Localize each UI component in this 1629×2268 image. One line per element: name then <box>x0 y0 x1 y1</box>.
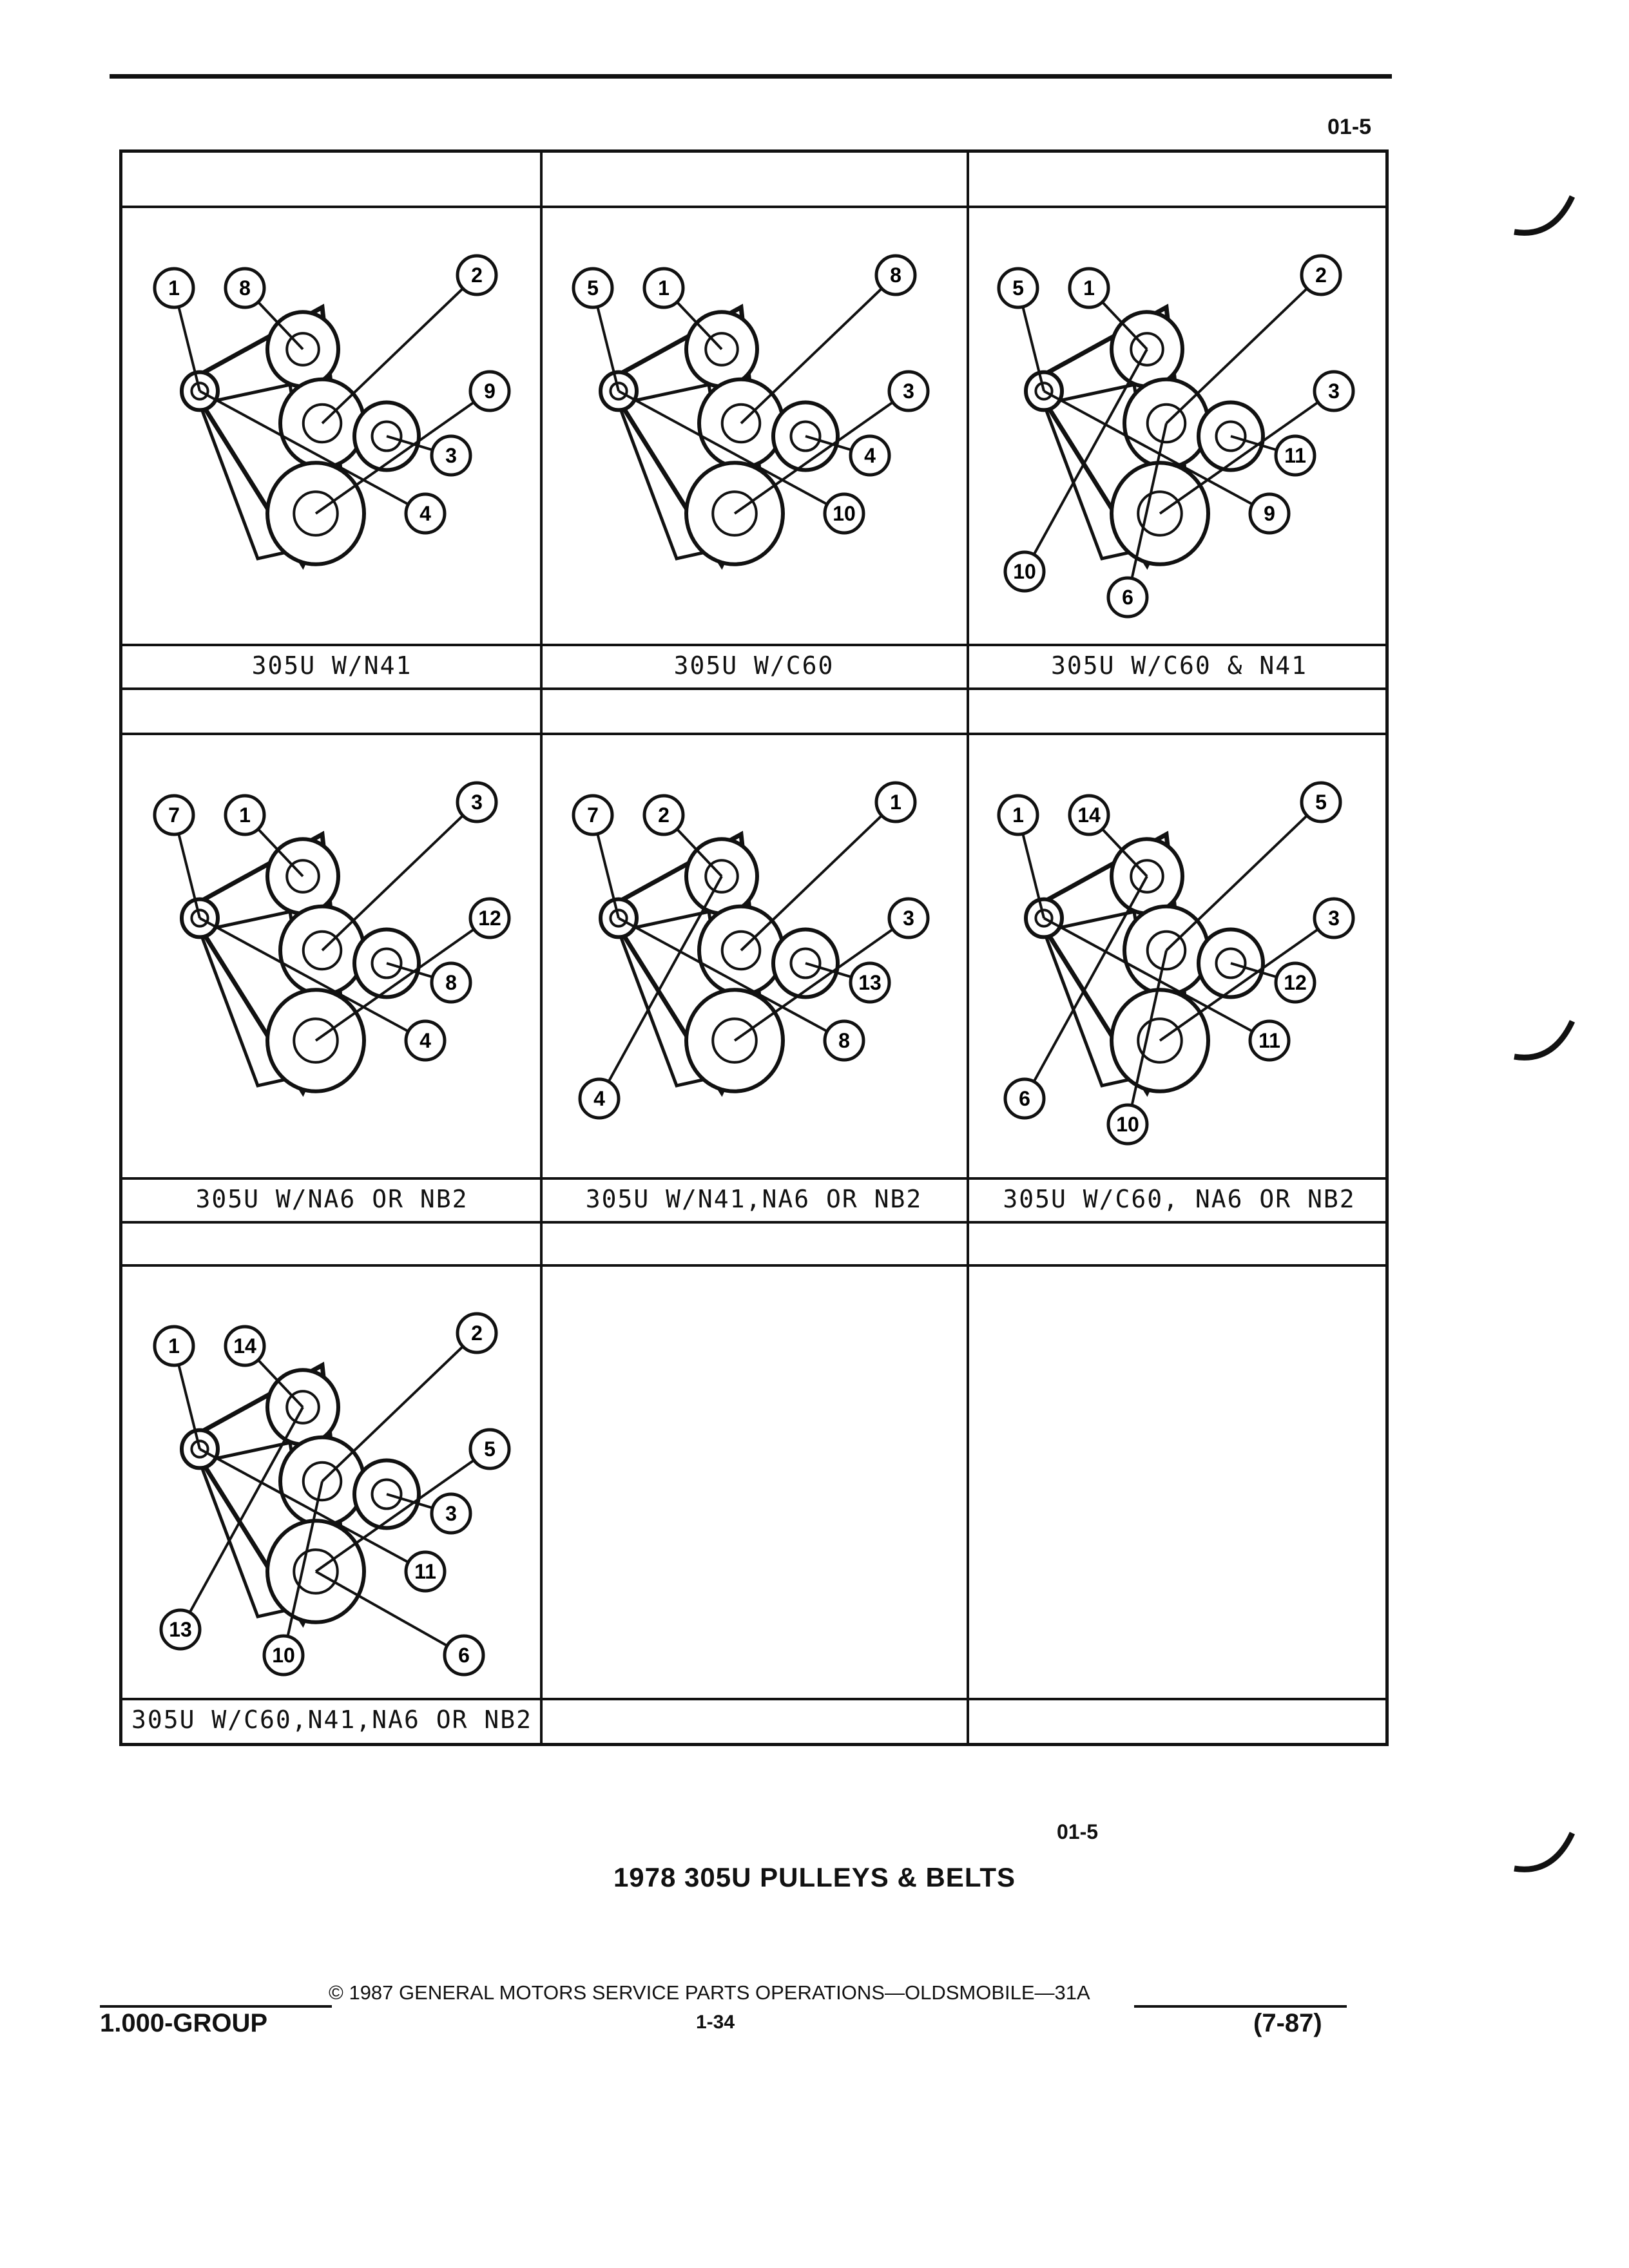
callout-number: 12 <box>478 907 501 930</box>
belt-diagram <box>129 1269 535 1713</box>
callout-number: 13 <box>169 1618 192 1641</box>
callout-number: 1 <box>168 276 180 300</box>
belt-diagram <box>973 738 1379 1182</box>
callout-number: 8 <box>838 1029 850 1052</box>
belt-diagram <box>548 738 954 1182</box>
grid-divider <box>540 153 543 1743</box>
belt-diagram <box>129 738 535 1182</box>
callout-number: 1 <box>890 791 901 814</box>
callout-number: 2 <box>658 803 670 827</box>
callout-number: 8 <box>890 264 901 287</box>
cell-caption: 305U W/C60 <box>673 651 834 680</box>
callout-number: 4 <box>419 502 431 525</box>
callout-number: 14 <box>233 1334 256 1358</box>
callout-number: 3 <box>445 444 457 467</box>
page-title: 1978 305U PULLEYS & BELTS <box>613 1862 1016 1892</box>
figure-code-top: 01-5 <box>1327 115 1372 139</box>
callout-number: 8 <box>445 971 457 994</box>
callout-number: 4 <box>864 444 876 467</box>
diagram-grid <box>119 149 1389 1746</box>
callout-number: 6 <box>1019 1087 1030 1110</box>
footer-page-number: 1-34 <box>696 2012 735 2033</box>
callout-number: 1 <box>239 803 251 827</box>
belt-diagram <box>973 211 1379 655</box>
callout-leader <box>322 275 477 423</box>
callout-number: 3 <box>471 791 483 814</box>
callout-number: 3 <box>903 380 914 403</box>
callout-number: 3 <box>445 1502 457 1525</box>
callout-number: 5 <box>1012 276 1024 300</box>
footer-rule <box>100 2005 332 2008</box>
cell-caption: 305U W/N41,NA6 OR NB2 <box>585 1185 923 1213</box>
callout-leader <box>741 275 896 423</box>
callout-number: 11 <box>1284 444 1306 467</box>
footer-rule <box>1134 2005 1347 2008</box>
top-rule <box>110 74 1392 79</box>
figure-code-bottom: 01-5 <box>1057 1820 1099 1843</box>
binder-tick-mark <box>1508 1830 1579 1881</box>
callout-number: 10 <box>1116 1113 1139 1136</box>
callout-leader <box>1166 275 1321 423</box>
footer-date: (7-87) <box>1253 2009 1322 2037</box>
callout-number: 1 <box>1012 803 1024 827</box>
cell-caption: 305U W/C60,N41,NA6 OR NB2 <box>131 1706 532 1734</box>
callout-number: 3 <box>903 907 914 930</box>
callout-number: 8 <box>239 276 251 300</box>
callout-number: 1 <box>168 1334 180 1358</box>
callout-number: 2 <box>1315 264 1327 287</box>
callout-number: 10 <box>833 502 856 525</box>
callout-leader <box>741 802 896 950</box>
grid-divider <box>122 206 1385 208</box>
callout-number: 11 <box>414 1560 436 1583</box>
callout-number: 12 <box>1284 971 1307 994</box>
binder-tick-mark <box>1508 193 1579 245</box>
callout-number: 1 <box>658 276 670 300</box>
belt-diagram <box>129 211 535 655</box>
callout-number: 1 <box>1083 276 1095 300</box>
callout-number: 4 <box>419 1029 431 1052</box>
callout-number: 2 <box>471 264 483 287</box>
grid-divider <box>122 1221 1385 1224</box>
callout-number: 10 <box>1013 560 1036 583</box>
callout-number: 7 <box>168 803 180 827</box>
callout-number: 5 <box>1315 791 1327 814</box>
footer-copyright: © 1987 GENERAL MOTORS SERVICE PARTS OPERATIONS—OLDSMOBILE—31A <box>329 1981 1090 2004</box>
callout-number: 3 <box>1328 907 1340 930</box>
callout-number: 11 <box>1258 1029 1280 1052</box>
callout-number: 6 <box>458 1644 470 1667</box>
cell-caption: 305U W/C60, NA6 OR NB2 <box>1003 1185 1356 1213</box>
grid-divider <box>122 1264 1385 1267</box>
callout-number: 4 <box>593 1087 605 1110</box>
cell-caption: 305U W/C60 & N41 <box>1050 651 1308 680</box>
cell-caption: 305U W/N41 <box>251 651 412 680</box>
callout-leader <box>322 802 477 950</box>
binder-tick-mark <box>1508 1018 1579 1070</box>
cell-caption: 305U W/NA6 OR NB2 <box>195 1185 468 1213</box>
callout-leader <box>322 1333 477 1481</box>
callout-number: 2 <box>471 1321 483 1345</box>
callout-number: 13 <box>858 971 882 994</box>
grid-divider <box>122 687 1385 690</box>
callout-leader <box>1166 802 1321 950</box>
belt-diagram <box>548 211 954 655</box>
footer-group: 1.000-GROUP <box>100 2009 268 2037</box>
callout-number: 5 <box>484 1437 496 1461</box>
callout-number: 14 <box>1077 803 1101 827</box>
callout-number: 9 <box>484 380 496 403</box>
callout-number: 10 <box>272 1644 295 1667</box>
grid-divider <box>967 153 969 1743</box>
callout-number: 6 <box>1122 586 1133 609</box>
callout-number: 7 <box>587 803 599 827</box>
callout-number: 3 <box>1328 380 1340 403</box>
grid-divider <box>122 733 1385 735</box>
callout-number: 9 <box>1264 502 1275 525</box>
callout-number: 5 <box>587 276 599 300</box>
